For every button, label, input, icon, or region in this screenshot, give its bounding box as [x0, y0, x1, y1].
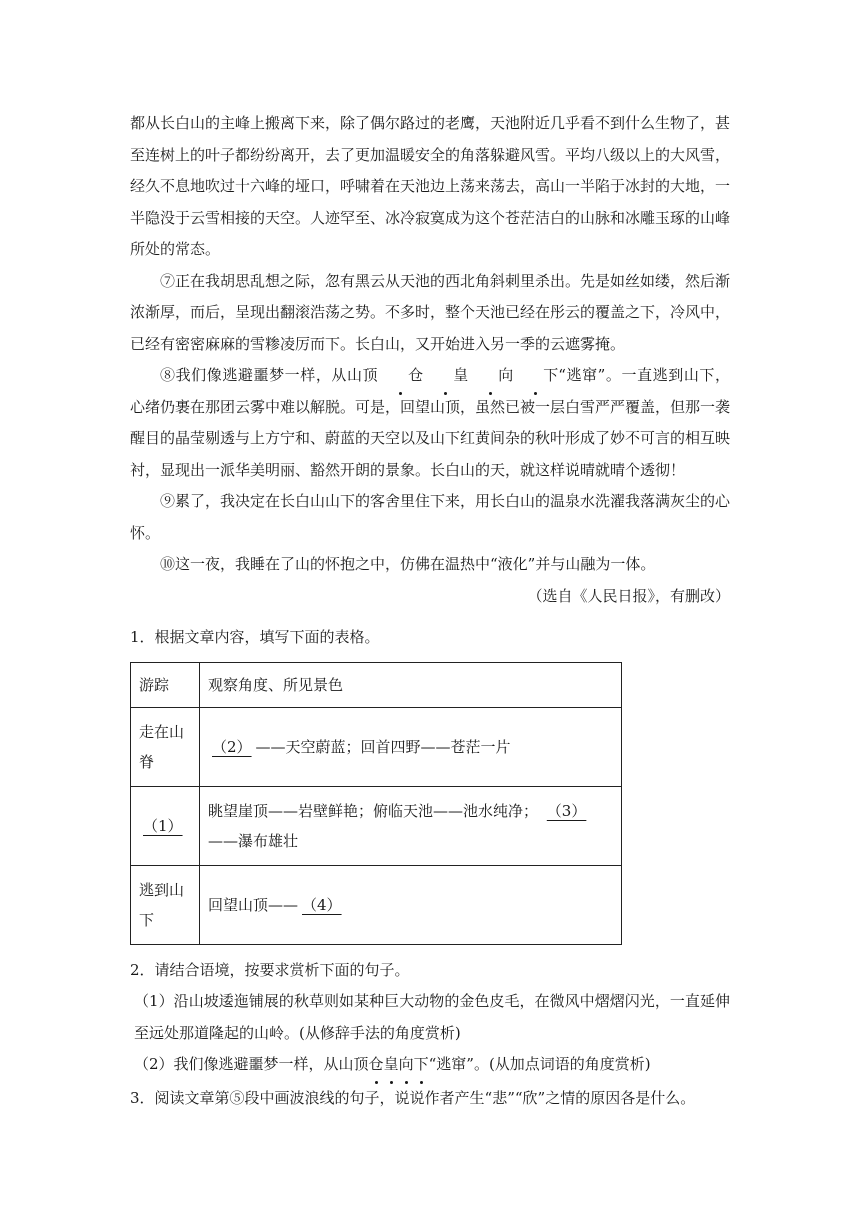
- table-cell-scene: [200, 865, 622, 944]
- scene-text: ——天空蔚蓝；回首四野——苍茫一片: [255, 737, 511, 756]
- question-2-prompt: 2．请结合语境，按要求赏析下面的句子。: [130, 960, 410, 979]
- dotted-char: 向: [399, 1049, 414, 1081]
- answer-blank-4[interactable]: （4）: [302, 895, 342, 914]
- question-2-sub-2: [130, 1049, 730, 1081]
- table-cell-route: 走在山脊: [131, 707, 200, 786]
- scene-text-tail: ——瀑布雄壮: [208, 831, 299, 850]
- paragraph-8: [130, 360, 730, 486]
- dotted-char: 仓: [378, 360, 423, 392]
- page-content: [130, 108, 730, 1114]
- table-row: [131, 865, 622, 944]
- dotted-char: 向: [468, 360, 513, 392]
- sub-2-pre: （2）我们像逃避噩梦一样，从山顶: [134, 1055, 369, 1073]
- itinerary-table: [130, 662, 622, 945]
- paragraph-9: ⑨累了，我决定在长白山山下的客舍里住下来，用长白山的温泉水洗濯我落满灰尘的心怀。: [130, 492, 731, 542]
- question-3-prompt: 3．阅读文章第⑤段中画波浪线的句子，说说作者产生“悲”“欣”之情的原因各是什么。: [130, 1088, 696, 1107]
- question-1-prompt: 1．根据文章内容，填写下面的表格。: [130, 628, 380, 646]
- paragraph-8-post: “逃窜”。一直逃到山下，心绪仍裹在那团云雾中难以解脱。可是，回望山顶，虽然已被一层白雪严严覆盖，但那一袭醒目的晶莹剔透与上方宁和、蔚蓝的天空以及山下红黄间杂的秋叶形成了妙不可言的相互映衬，显现出一派华美明丽、豁然开朗的景象。长白山的天，就这样说晴就晴个透彻！: [130, 366, 731, 479]
- table-header-cell: 观察角度、所见景色: [200, 662, 622, 707]
- table-row: [131, 662, 622, 707]
- table-cell-scene: [200, 786, 622, 865]
- question-2-sub-1: （1）沿山坡逶迤铺展的秋草则如某种巨大动物的金色皮毛，在微风中熠熠闪光，一直延伸至远处那道隆起的山岭。(从修辞手法的角度赏析): [134, 992, 730, 1042]
- sub-2-post: “逃窜”。(从加点词语的角度赏析): [428, 1055, 651, 1073]
- paragraph-8-pre: ⑧我们像逃避噩梦一样，从山顶: [160, 366, 379, 384]
- scene-text: 眺望崖顶——岩壁鲜艳；俯临天池——池水纯净；: [208, 801, 539, 820]
- table-cell-route: [131, 786, 200, 865]
- source-citation: （选自《人民日报》，有删改）: [527, 586, 730, 605]
- table-row: [131, 786, 622, 865]
- paragraph-7: ⑦正在我胡思乱想之际，忽有黑云从天池的西北角斜刺里杀出。先是如丝如缕，然后渐浓渐厚，而后，呈现出翻滚浩荡之势。不多时，整个天池已经在彤云的覆盖之下，冷风中，已经有密密麻麻的雪糁凌厉而下。长白山，又开始进入另一季的云遮雾掩。: [130, 271, 731, 353]
- paragraph-6-continued: 都从长白山的主峰上搬离下来，除了偶尔路过的老鹰，天池附近几乎看不到什么生物了，甚至连树上的叶子都纷纷离开，去了更加温暖安全的角落躲避风雪。平均八级以上的大风雪，经久不息地吹过十六峰的垭口，呼啸着在天池边上荡来荡去，高山一半陷于冰封的大地，一半隐没于云雪相接的天空。人迹罕至、冰冷寂寞成为这个苍茫洁白的山脉和冰雕玉琢的山峰所处的常态。: [130, 114, 731, 258]
- dotted-char: 下: [414, 1049, 429, 1081]
- table-cell-scene: [200, 707, 622, 786]
- dotted-char: 仓: [369, 1049, 384, 1081]
- paragraph-10: ⑩这一夜，我睡在了山的怀抱之中，仿佛在温热中“液化”并与山融为一体。: [160, 555, 656, 573]
- answer-blank-2[interactable]: （2）: [212, 737, 252, 756]
- answer-blank-3[interactable]: （3）: [546, 801, 587, 820]
- scene-text: 回望山顶——: [208, 895, 299, 914]
- dotted-char: 皇: [384, 1049, 399, 1081]
- table-cell-route: 逃到山下: [131, 865, 200, 944]
- dotted-char: 皇: [423, 360, 468, 392]
- table-row: [131, 707, 622, 786]
- dotted-char: 下: [513, 360, 558, 392]
- answer-blank-1[interactable]: （1）: [143, 816, 183, 835]
- table-header-cell: 游踪: [131, 662, 200, 707]
